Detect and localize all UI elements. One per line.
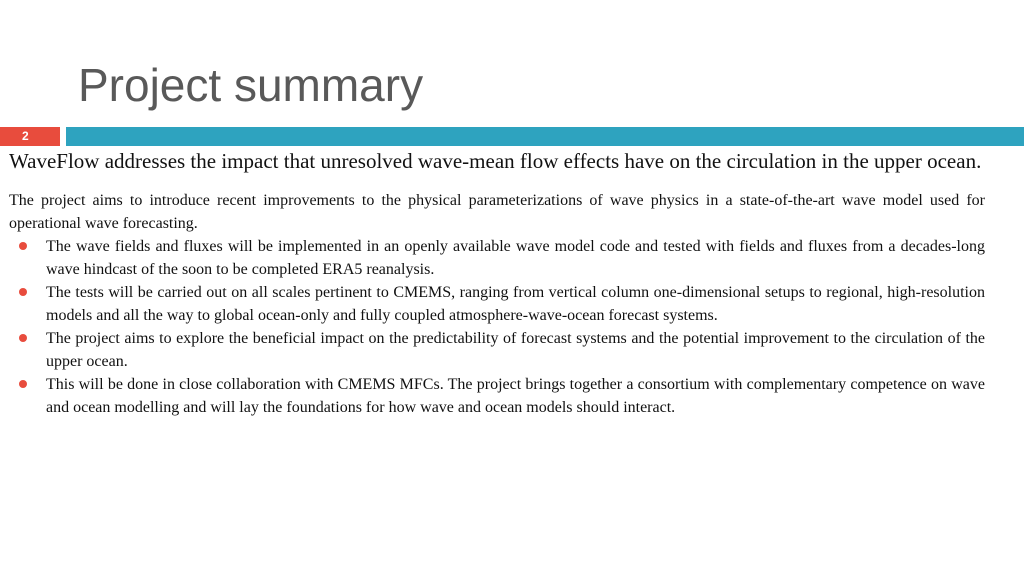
list-item: [9, 327, 985, 373]
list-item: [9, 281, 985, 327]
bullet-text: This will be done in close collaboration with CMEMS MFCs. The project brings together a consortium with complementary competence on wave and ocean modelling and will lay the foundations for how wave and ocean models should interact.: [46, 376, 985, 416]
slide-content: [9, 146, 985, 419]
slide-number: 2: [22, 129, 29, 143]
bullet-dot-icon: [19, 288, 27, 296]
list-item: [9, 373, 985, 419]
bullet-text: The project aims to explore the beneficial impact on the predictability of forecast systems and the potential improvement to the circulation of the upper ocean.: [46, 330, 985, 370]
bullet-text: The wave fields and fluxes will be implemented in an openly available wave model code and tested with fields and fluxes from a decades-long wave hindcast of the soon to be completed ERA5 reanalysis.: [46, 238, 985, 278]
list-item: [9, 235, 985, 281]
page-title: Project summary: [78, 59, 424, 111]
bullet-dot-icon: [19, 334, 27, 342]
bullet-list: [9, 235, 985, 419]
bullet-dot-icon: [19, 242, 27, 250]
lead-paragraph: WaveFlow addresses the impact that unresolved wave-mean flow effects have on the circulation in the upper ocean.: [9, 149, 982, 173]
accent-divider: [66, 127, 1024, 146]
bullet-dot-icon: [19, 380, 27, 388]
slide-number-bar: [0, 127, 60, 146]
bullet-text: The tests will be carried out on all scales pertinent to CMEMS, ranging from vertical column one-dimensional setups to regional, high-resolution models and all the way to global ocean-only and fully coupled atmosphere-wave-ocean forecast systems.: [46, 284, 985, 324]
intro-paragraph: The project aims to introduce recent improvements to the physical parameterizations of wave physics in a state-of-the-art wave model used for operational wave forecasting.: [9, 192, 985, 232]
